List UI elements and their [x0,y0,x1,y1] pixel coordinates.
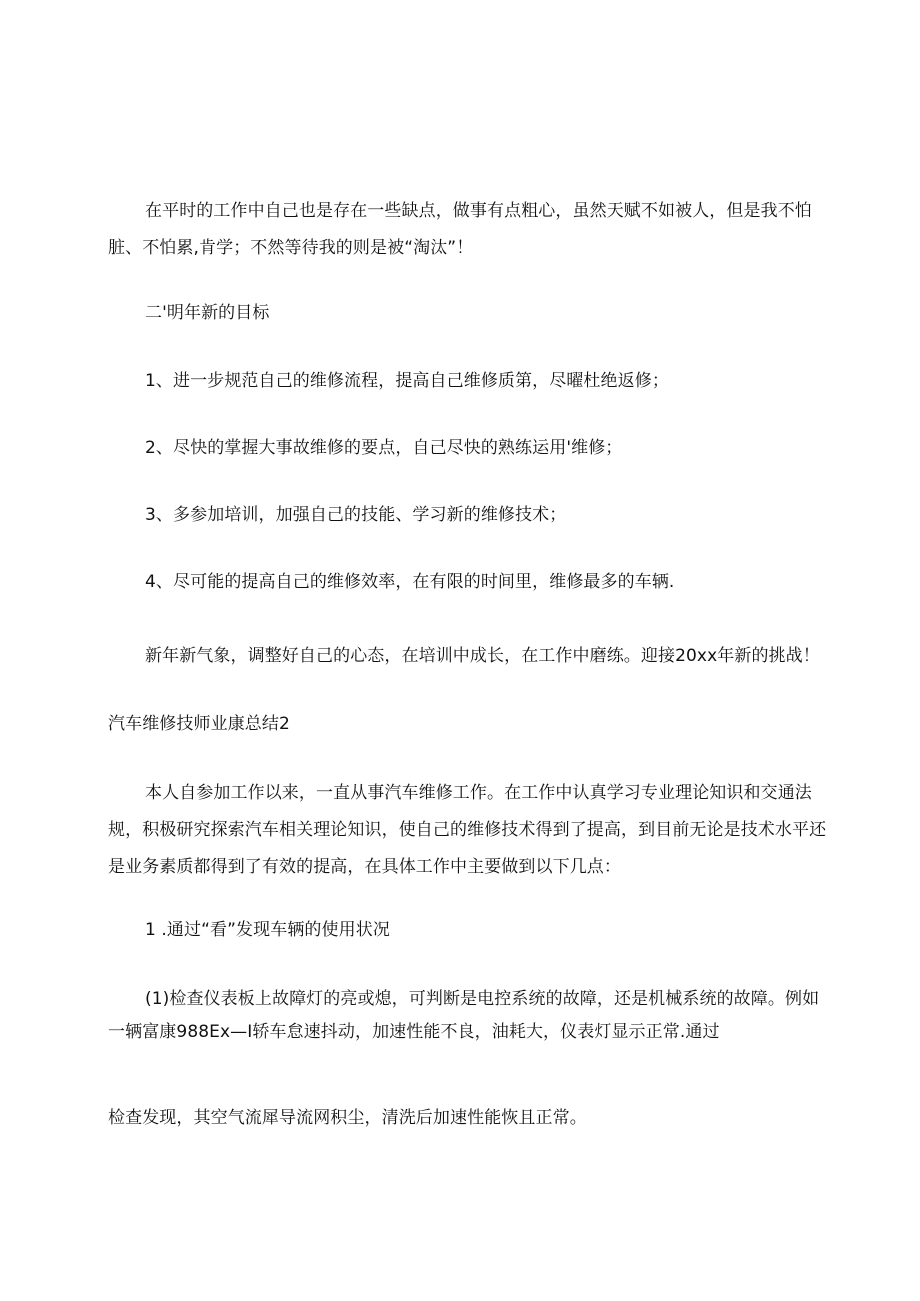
point-paragraph-line-1: (1)检查仪表板上故障灯的亮或熄，可判断是电控系统的故障，还是机械系统的故障。例如 [145,989,820,1009]
goal-item-2: 2、尽快的掌握大事故维修的要点，自己尽快的熟练运用'维修； [145,438,623,458]
intro-paragraph-line-3: 是业务素质都得到了有效的提高，在具体工作中主要做到以下几点： [108,857,621,877]
article-title: 汽车维修技师业康总结2 [108,714,290,734]
goal-item-4: 4、尽可能的提高自己的维修效率，在有限的时间里，维修最多的车辆. [145,572,675,592]
goal-item-1: 1、进一步规范自己的维修流程，提高自己维修质第，尽曜杜绝返修； [145,371,669,391]
goal-item-3: 3、多参加培训，加强自己的技能、学习新的维修技术； [145,505,567,525]
shortcomings-paragraph-line-2: 脏、不怕累,肯学；不然等待我的则是被“淘汰”！ [108,238,474,258]
section-heading-goals: 二'明年新的目标 [145,303,270,323]
intro-paragraph-line-1: 本人自参加工作以来，一直从事汽车维修工作。在工作中认真学习专业理论知识和交通法 [145,783,812,803]
point-heading: 1 .通过“看”发现车辆的使用状况 [145,920,390,940]
closing-line: 新年新气象，调整好自己的心态，在培训中成长，在工作中磨练。迎接20xx年新的挑战！ [145,646,820,666]
shortcomings-paragraph-line-1: 在平时的工作中自己也是存在一些缺点，做事有点粗心，虽然天赋不如被人，但是我不怕 [145,201,812,221]
point-paragraph-line-3: 检查发现，其空气流犀导流网积尘，清洗后加速性能恢且正常。 [108,1108,587,1128]
point-paragraph-line-2: 一辆富康988Ex—I轿车怠速抖动，加速性能不良，油耗大，仪表灯显示正常.通过 [108,1022,720,1042]
intro-paragraph-line-2: 规，积极研究探索汽车相关理论知识，使自己的维修技术得到了提高，到目前无论是技术水平还 [108,820,827,840]
